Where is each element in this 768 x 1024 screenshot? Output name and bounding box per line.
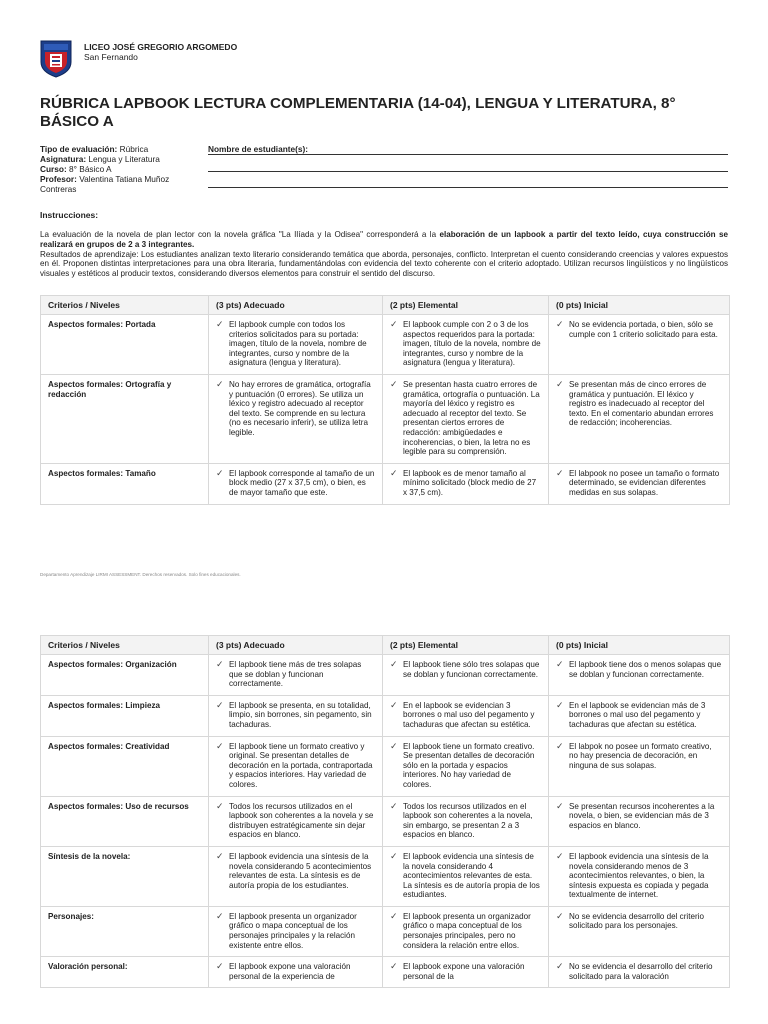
check-icon: ✓ (216, 961, 224, 972)
check-icon: ✓ (556, 910, 564, 921)
meta-profesor-label: Profesor: (40, 174, 77, 184)
header-inicial: (0 pts) Inicial (549, 636, 730, 655)
header-adecuado: (3 pts) Adecuado (209, 636, 383, 655)
level-text: Todos los recursos utilizados en el lapbook son coherentes a la novela, sin embargo, se presentan 2 a 3 espacios en blanco. (403, 801, 533, 840)
instructions-p1-bold: elaboración de un lapbook a partir del texto leído, cuya construcción se realizará en grupos de 2 a 3 integrantes. (40, 230, 729, 249)
check-icon: ✓ (556, 699, 564, 710)
check-icon: ✓ (390, 378, 398, 389)
meta-profesor (40, 174, 200, 194)
criterion-cell: Personajes: (41, 906, 209, 956)
level-text: El lapbook cumple con 2 o 3 de los aspectos requeridos para la portada: imagen, título de la novela, nombre de integrantes, curso y nombre de la asignatura (lengua y literatura). (403, 320, 541, 368)
check-icon: ✓ (216, 910, 224, 921)
table-row (41, 906, 730, 956)
table-row (41, 463, 730, 504)
level-text: En el lapbook se evidencian más de 3 borrones o mal uso del pegamento y tachaduras que afectan su estética. (569, 700, 706, 729)
table-row (41, 957, 730, 988)
level-cell-c0 (549, 655, 730, 696)
level-cell-c2 (383, 846, 549, 906)
level-text: El lapbook tiene un formato creativo y original. Se presentan detalles de decoración en la portada, contraportada y espacios interiores. Hay variedad de colores. (229, 741, 373, 789)
check-icon: ✓ (556, 467, 564, 478)
level-cell-c2 (383, 796, 549, 846)
level-text: Se presentan más de cinco errores de gramática y puntuación. El léxico y registro es inadecuado al receptor del texto. En el comentario abundan errores de redacción; incoherencias. (569, 379, 714, 428)
level-text: El lapbook tiene más de tres solapas que se doblan y funcionan correctamente. (229, 660, 362, 689)
level-cell-c0 (549, 957, 730, 988)
level-text: Todos los recursos utilizados en el lapbook son coherentes a la novela y se distribuyen estratégicamente sin dejar espacios en blanco. (229, 801, 374, 840)
evaluation-meta (40, 144, 200, 194)
meta-asignatura-label: Asignatura: (40, 154, 87, 164)
table-row (41, 374, 730, 463)
check-icon: ✓ (556, 850, 564, 861)
level-text: Se presentan hasta cuatro errores de gramática, ortografía o puntuación. La mayoría del léxico y registro es adecuado al receptor del texto. Se presentan ciertos errores de redacción: ambigüedades e incoherencias, o bien, la letra no es legible para su comprensión. (403, 379, 540, 457)
level-text: Se presentan recursos incoherentes a la novela, o bien, se evidencian más de 3 espacios en blanco. (569, 801, 715, 830)
check-icon: ✓ (556, 961, 564, 972)
meta-asignatura-value: Lengua y Literatura (88, 154, 160, 164)
level-text: El lapbook presenta un organizador gráfico o mapa conceptual de los personajes principales y la relación existente entre ellos. (229, 911, 357, 950)
header-elemental: (2 pts) Elemental (383, 636, 549, 655)
instructions-p1-text: La evaluación de la novela de plan lector con la novela gráfica "La Ilíada y la Odisea" corresponderá a la (40, 230, 440, 239)
header-adecuado: (3 pts) Adecuado (209, 296, 383, 315)
check-icon: ✓ (390, 961, 398, 972)
level-text: El lapbook evidencia una síntesis de la novela considerando menos de 3 acontecimientos relevantes, o bien, la síntesis expuesta es copiada y pegada textualmente de internet. (569, 851, 709, 900)
table-row (41, 655, 730, 696)
level-text: El lapbook evidencia una síntesis de la novela considerando 5 acontecimientos relevantes de esta. La síntesis es de autoría propia de los estudiantes. (229, 851, 372, 890)
level-cell-c0 (549, 906, 730, 956)
student-name-section (208, 144, 728, 154)
student-name-label: Nombre de estudiante(s): (208, 144, 309, 154)
rubric-table-1 (40, 295, 730, 505)
level-text: El labpok no posee un formato creativo, no hay presencia de decoración, en ninguna de sus solapas. (569, 741, 712, 770)
level-cell-c2 (383, 906, 549, 956)
check-icon: ✓ (390, 800, 398, 811)
table-header-row (41, 296, 730, 315)
check-icon: ✓ (556, 740, 564, 751)
level-cell-c0 (549, 695, 730, 736)
criterion-cell: Aspectos formales: Creatividad (41, 736, 209, 796)
level-text: En el lapbook se evidencian 3 borrones o mal uso del pegamento y tachaduras que afectan su estética. (403, 700, 535, 729)
school-name: LICEO JOSÉ GREGORIO ARGOMEDO (84, 42, 238, 52)
check-icon: ✓ (556, 319, 564, 329)
table-row (41, 695, 730, 736)
check-icon: ✓ (216, 378, 224, 389)
student-name-line-3[interactable] (208, 187, 728, 188)
check-icon: ✓ (216, 699, 224, 710)
level-cell-c2 (383, 957, 549, 988)
level-cell-c3 (209, 796, 383, 846)
level-text: El lapbook evidencia una síntesis de la novela considerando 4 acontecimientos relevantes de esta. La síntesis es de autoría propia de los estudiantes. (403, 851, 540, 900)
level-cell-c2 (383, 374, 549, 463)
meta-tipo-value: Rúbrica (119, 144, 149, 154)
level-text: El lapbook expone una valoración personal de la experiencia de (229, 962, 351, 981)
instructions-title: Instrucciones: (40, 210, 99, 220)
meta-curso (40, 164, 200, 174)
check-icon: ✓ (390, 740, 398, 751)
level-text: No hay errores de gramática, ortografía y puntuación (0 errores). Se utiliza un léxico y registro adecuado al receptor del texto. Se comprende en su lectura (no es necesario inferir), se utiliza letra legible. (229, 379, 371, 437)
level-text: El lapbook tiene sólo tres solapas que se doblan y funcionan correctamente. (403, 660, 540, 679)
criterion-cell: Aspectos formales: Organización (41, 655, 209, 696)
student-name-line-2[interactable] (208, 171, 728, 172)
check-icon: ✓ (556, 800, 564, 811)
check-icon: ✓ (390, 699, 398, 710)
criterion-cell: Aspectos formales: Tamaño (41, 463, 209, 504)
level-cell-c2 (383, 736, 549, 796)
student-name-line-1[interactable] (208, 154, 728, 155)
level-text: No se evidencia el desarrollo del criterio solicitado para la valoración (569, 962, 713, 981)
level-text: El lapbook se presenta, en su totalidad, limpio, sin borrones, sin pegamento, sin tachaduras. (229, 700, 372, 729)
check-icon: ✓ (390, 467, 398, 478)
table-row (41, 846, 730, 906)
criterion-cell: Aspectos formales: Limpieza (41, 695, 209, 736)
check-icon: ✓ (216, 659, 224, 669)
meta-curso-value: 8° Básico A (69, 164, 112, 174)
check-icon: ✓ (216, 319, 224, 329)
level-cell-c0 (549, 315, 730, 375)
table-header-row (41, 636, 730, 655)
level-text: No se evidencia portada, o bien, sólo se cumple con 1 criterio solicitado para esta. (569, 320, 718, 339)
page-title: RÚBRICA LAPBOOK LECTURA COMPLEMENTARIA (14-04), LENGUA Y LITERATURA, 8° BÁSICO A (40, 95, 676, 130)
header-inicial: (0 pts) Inicial (549, 296, 730, 315)
table-row (41, 796, 730, 846)
level-cell-c3 (209, 315, 383, 375)
level-text: El lapbook tiene un formato creativo. Se presentan detalles de decoración sólo en la portada y espacios interiores. No hay variedad de colores. (403, 741, 535, 789)
criterion-cell: Síntesis de la novela: (41, 846, 209, 906)
level-cell-c0 (549, 736, 730, 796)
level-text: El lapbook es de menor tamaño al mínimo solicitado (block medio de 27 x 37,5 cm). (403, 468, 537, 497)
check-icon: ✓ (216, 850, 224, 861)
header-criterios: Criterios / Niveles (41, 296, 209, 315)
table-row (41, 315, 730, 375)
level-cell-c3 (209, 957, 383, 988)
level-cell-c3 (209, 655, 383, 696)
table-row (41, 736, 730, 796)
school-crest-logo (40, 40, 72, 78)
check-icon: ✓ (390, 910, 398, 921)
level-cell-c3 (209, 846, 383, 906)
level-text: El lapbook presenta un organizador gráfico o mapa conceptual de los personajes principales, pero no considera la relación entre ellos. (403, 911, 531, 950)
level-cell-c2 (383, 315, 549, 375)
level-cell-c2 (383, 463, 549, 504)
check-icon: ✓ (216, 467, 224, 478)
school-city: San Fernando (84, 52, 138, 62)
meta-profesor-value: Valentina Tatiana Muñoz Contreras (40, 174, 170, 194)
level-cell-c3 (209, 374, 383, 463)
check-icon: ✓ (556, 659, 564, 669)
check-icon: ✓ (390, 850, 398, 861)
level-text: El lapbook expone una valoración personal de la (403, 962, 525, 981)
rubric-table-2 (40, 635, 730, 988)
meta-tipo (40, 144, 200, 154)
level-text: El lapbook tiene dos o menos solapas que se doblan y funcionan correctamente. (569, 660, 722, 679)
criterion-cell: Valoración personal: (41, 957, 209, 988)
header-elemental: (2 pts) Elemental (383, 296, 549, 315)
level-cell-c0 (549, 846, 730, 906)
check-icon: ✓ (390, 659, 398, 669)
school-info (84, 42, 237, 62)
criterion-cell: Aspectos formales: Ortografía y redacción (41, 374, 209, 463)
footer-note: Departamento Aprendizaje LIRMI ASSESSMENT. Derechos reservados. Solo fines educacionales. (40, 572, 241, 577)
meta-tipo-label: Tipo de evaluación: (40, 144, 118, 154)
header-criterios: Criterios / Niveles (41, 636, 209, 655)
criterion-cell: Aspectos formales: Uso de recursos (41, 796, 209, 846)
check-icon: ✓ (390, 319, 398, 329)
level-cell-c2 (383, 655, 549, 696)
level-text: El lapbook corresponde al tamaño de un block medio (27 x 37,5 cm), o bien, es de mayor tamaño que este. (229, 468, 375, 497)
meta-asignatura (40, 154, 200, 164)
level-cell-c3 (209, 736, 383, 796)
level-text: El lapbook cumple con todos los criterios solicitados para su portada: imagen, título de la novela, nombre de integrantes, curso y nombre de la asignatura (lengua y literatura). (229, 320, 367, 368)
level-cell-c0 (549, 374, 730, 463)
criterion-cell: Aspectos formales: Portada (41, 315, 209, 375)
level-cell-c0 (549, 796, 730, 846)
level-cell-c2 (383, 695, 549, 736)
instructions-paragraph-2: Resultados de aprendizaje: Los estudiantes analizan texto literario considerando temática que aborda, personajes, conflicto. Interpretan el cuento considerando creencias y valores expuestos en él. Proponen distintas interpretaciones para una obra literaria, fundamentándolas con evidencia del texto coherente con el criterio adoptado. Utilizan recursos lingüísticos y no lingüísticos visuales y estéticos al producir textos, considerando diversos elementos para construir el sentido del discurso. (40, 249, 728, 279)
level-text: El labpook no posee un tamaño o formato determinado, se evidencian diferentes medidas en sus solapas. (569, 468, 720, 497)
instructions-paragraph-1 (40, 230, 728, 250)
check-icon: ✓ (216, 800, 224, 811)
level-cell-c0 (549, 463, 730, 504)
level-cell-c3 (209, 695, 383, 736)
check-icon: ✓ (556, 378, 564, 389)
level-cell-c3 (209, 463, 383, 504)
level-cell-c3 (209, 906, 383, 956)
check-icon: ✓ (216, 740, 224, 751)
instructions-body (40, 230, 728, 279)
level-text: No se evidencia desarrollo del criterio solicitado para los personajes. (569, 911, 704, 931)
meta-curso-label: Curso: (40, 164, 67, 174)
